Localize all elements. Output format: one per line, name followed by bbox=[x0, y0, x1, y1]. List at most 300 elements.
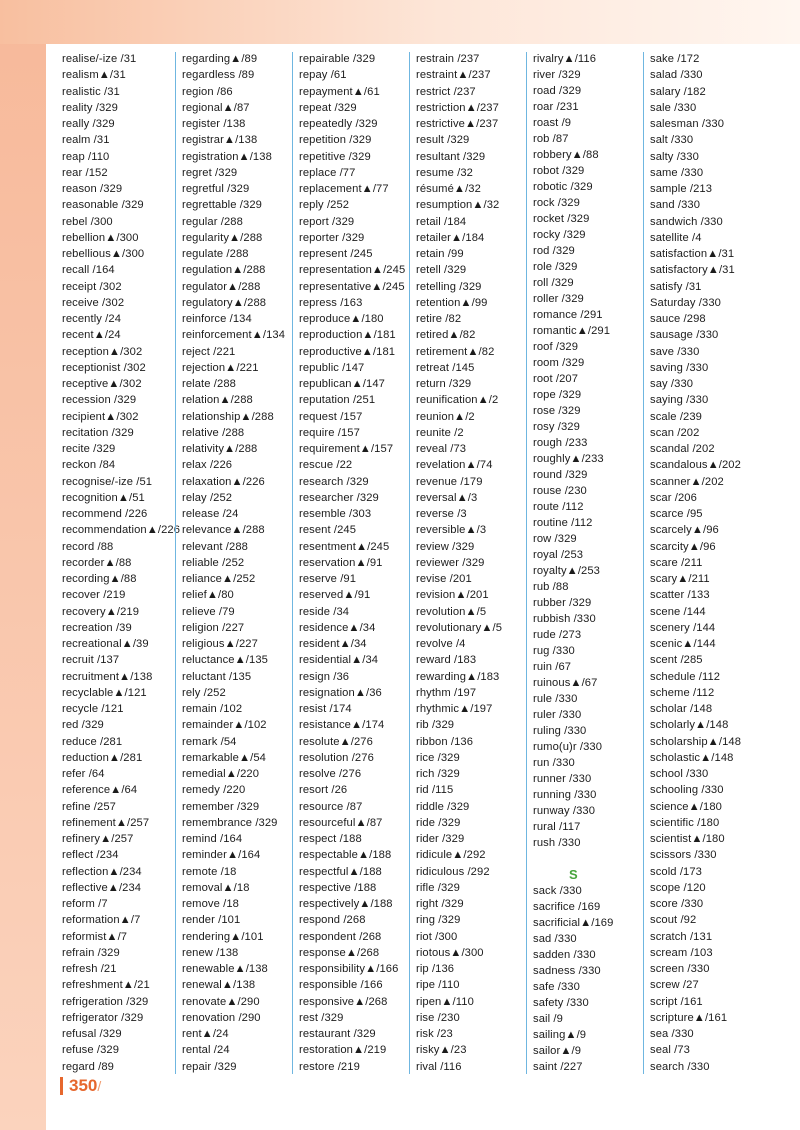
index-entry: riddle /329 bbox=[416, 800, 470, 813]
index-entry: require /157 bbox=[299, 426, 360, 439]
index-entry: revolution▲/5 bbox=[416, 605, 487, 618]
index-entry: resolute▲/276 bbox=[299, 735, 373, 748]
index-entry: rebellious▲/300 bbox=[62, 248, 145, 260]
index-entry: ripe /110 bbox=[416, 979, 460, 992]
index-entry: reflective▲/234 bbox=[62, 881, 142, 894]
index-entry: rendering▲/101 bbox=[182, 930, 264, 943]
index-entry: screen /330 bbox=[650, 963, 710, 975]
index-entry: sake /172 bbox=[650, 53, 700, 65]
index-entry: ring /329 bbox=[416, 914, 461, 927]
index-entry: recall /164 bbox=[62, 264, 115, 277]
index-entry: sandwich /330 bbox=[650, 215, 723, 228]
index-entry: reminder▲/164 bbox=[182, 849, 261, 862]
index-entry: restriction▲/237 bbox=[416, 101, 499, 114]
index-entry: representation▲/245 bbox=[299, 264, 406, 277]
index-entry: script /161 bbox=[650, 995, 703, 1008]
index-entry: refrain /329 bbox=[62, 946, 120, 959]
index-entry: scholarship▲/148 bbox=[650, 735, 742, 748]
index-entry: routine /112 bbox=[533, 517, 593, 529]
index-entry: role /329 bbox=[533, 261, 578, 273]
index-entry: rebel /300 bbox=[62, 215, 113, 228]
index-column-2 bbox=[175, 52, 292, 1074]
index-entry: scandalous▲/202 bbox=[650, 459, 741, 472]
index-entry: robbery▲/88 bbox=[533, 149, 599, 161]
index-entry: repeat /329 bbox=[299, 101, 357, 114]
index-entry: sadness /330 bbox=[533, 965, 601, 977]
index-entry: refrigeration /329 bbox=[62, 995, 149, 1008]
index-entry: scent /285 bbox=[650, 654, 703, 667]
index-entry: retire /82 bbox=[416, 313, 462, 325]
index-entry: scatter /133 bbox=[650, 589, 710, 602]
index-entry: reception▲/302 bbox=[62, 345, 143, 358]
section-spacer bbox=[527, 852, 643, 866]
index-entry: ripen▲/110 bbox=[416, 995, 474, 1008]
index-entry: residential▲/34 bbox=[299, 654, 379, 667]
index-entry: remarkable▲/54 bbox=[182, 751, 266, 764]
index-entry: roof /329 bbox=[533, 341, 579, 353]
index-entry: rich /329 bbox=[416, 768, 460, 780]
index-entry: resourceful▲/87 bbox=[299, 816, 383, 829]
index-entry: reason /329 bbox=[62, 183, 123, 195]
index-entry: remembrance /329 bbox=[182, 816, 278, 829]
index-entry: red /329 bbox=[62, 719, 104, 732]
index-entry: riotous▲/300 bbox=[416, 946, 484, 959]
index-entry: requirement▲/157 bbox=[299, 443, 394, 455]
index-entry: retailer▲/184 bbox=[416, 231, 485, 244]
index-entry: reckon /84 bbox=[62, 459, 116, 472]
index-entry: search /330 bbox=[650, 1060, 710, 1073]
index-entry: reinforce /134 bbox=[182, 313, 252, 325]
index-entry: responsive▲/268 bbox=[299, 995, 388, 1008]
index-entry: register /138 bbox=[182, 118, 246, 130]
index-entry: resentment▲/245 bbox=[299, 540, 390, 553]
index-entry: renovation /290 bbox=[182, 1011, 261, 1024]
index-entry: regrettable /329 bbox=[182, 199, 262, 212]
index-entry: recipient▲/302 bbox=[62, 410, 139, 423]
index-entry: reduction▲/281 bbox=[62, 751, 143, 764]
index-entry: regard /89 bbox=[62, 1060, 114, 1073]
index-entry: resign /36 bbox=[299, 670, 350, 683]
index-entry: refinery▲/257 bbox=[62, 833, 134, 845]
index-entry: restraint▲/237 bbox=[416, 69, 491, 82]
index-entry: sailor▲/9 bbox=[533, 1045, 582, 1057]
index-entry: revolutionary▲/5 bbox=[416, 621, 503, 634]
index-entry: remember /329 bbox=[182, 800, 260, 813]
index-entry: scarcity▲/96 bbox=[650, 540, 716, 553]
index-entry: render /101 bbox=[182, 914, 241, 927]
index-entry: renewal▲/138 bbox=[182, 979, 256, 992]
index-entry: roller /329 bbox=[533, 293, 584, 305]
index-entry: represent /245 bbox=[299, 248, 373, 260]
index-entry: refuse /329 bbox=[62, 1044, 120, 1057]
index-entry: risky▲/23 bbox=[416, 1044, 467, 1057]
index-entry: resolve /276 bbox=[299, 768, 362, 780]
index-entry: reunification▲/2 bbox=[416, 394, 499, 407]
index-entry: scholarly▲/148 bbox=[650, 719, 729, 732]
index-entry: repay /61 bbox=[299, 69, 347, 82]
index-entry: scout /92 bbox=[650, 914, 697, 927]
index-entry: riot /300 bbox=[416, 930, 458, 943]
index-entry: royalty▲/253 bbox=[533, 565, 600, 577]
index-entry: report /329 bbox=[299, 215, 355, 228]
index-entry: route /112 bbox=[533, 501, 584, 513]
index-entry: recovery▲/219 bbox=[62, 605, 140, 618]
index-entry: scholastic▲/148 bbox=[650, 751, 734, 764]
index-entry: remove /18 bbox=[182, 898, 239, 910]
index-entry: receptionist /302 bbox=[62, 361, 146, 374]
index-entry: refinement▲/257 bbox=[62, 816, 150, 829]
index-entry: remedy /220 bbox=[182, 784, 246, 797]
index-entry: regret /329 bbox=[182, 166, 238, 179]
index-entry: rob /87 bbox=[533, 133, 569, 145]
index-entry: reform /7 bbox=[62, 898, 108, 910]
index-entry: rider /329 bbox=[416, 833, 465, 845]
index-entry: reversible▲/3 bbox=[416, 524, 487, 537]
index-entry: replace /77 bbox=[299, 166, 356, 179]
index-entry: recruitment▲/138 bbox=[62, 670, 153, 683]
index-entry: relationship▲/288 bbox=[182, 410, 274, 423]
index-entry: scare /211 bbox=[650, 556, 703, 569]
index-entry: recite /329 bbox=[62, 443, 116, 455]
index-entry: resignation▲/36 bbox=[299, 686, 382, 699]
index-entry: rib /329 bbox=[416, 719, 455, 732]
index-entry: restore /219 bbox=[299, 1060, 360, 1073]
index-entry: reality /329 bbox=[62, 101, 118, 114]
index-entry: registration▲/138 bbox=[182, 150, 272, 163]
index-entry: resident▲/34 bbox=[299, 638, 367, 650]
index-entry: resistance▲/174 bbox=[299, 719, 385, 732]
index-entry: reflect /234 bbox=[62, 849, 119, 862]
index-entry: resist /174 bbox=[299, 703, 352, 715]
index-entry: refusal /329 bbox=[62, 1028, 122, 1040]
index-entry: repetition /329 bbox=[299, 134, 372, 147]
index-entry: resumption▲/32 bbox=[416, 199, 500, 212]
index-entry: receive /302 bbox=[62, 296, 125, 309]
index-entry: regional▲/87 bbox=[182, 101, 250, 114]
index-entry: regretful /329 bbox=[182, 183, 250, 195]
index-entry: refer /64 bbox=[62, 768, 105, 780]
index-entry: refrigerator /329 bbox=[62, 1011, 144, 1024]
index-entry: reflection▲/234 bbox=[62, 865, 142, 878]
index-entry: rewarding▲/183 bbox=[416, 670, 500, 683]
index-entry: recently /24 bbox=[62, 313, 122, 325]
index-entry: regulation▲/288 bbox=[182, 264, 266, 277]
index-entry: reverse /3 bbox=[416, 508, 467, 520]
index-entry: salty /330 bbox=[650, 150, 699, 163]
index-entry: result /329 bbox=[416, 134, 470, 147]
index-entry: respondent /268 bbox=[299, 930, 382, 943]
index-entry: reproductive▲/181 bbox=[299, 345, 396, 358]
index-entry: recording▲/88 bbox=[62, 573, 137, 585]
index-entry: relative /288 bbox=[182, 426, 245, 439]
index-entry: sea /330 bbox=[650, 1028, 694, 1040]
index-entry: rouse /230 bbox=[533, 485, 587, 497]
index-entry: ridiculous /292 bbox=[416, 865, 490, 878]
index-entry: rule /330 bbox=[533, 693, 578, 705]
index-entry: salesman /330 bbox=[650, 118, 725, 130]
index-entry: rescue /22 bbox=[299, 459, 353, 472]
index-entry: satisfactory▲/31 bbox=[650, 264, 735, 277]
index-entry: scandal /202 bbox=[650, 443, 715, 455]
index-entry: restrictive▲/237 bbox=[416, 118, 499, 130]
index-entry: roughly▲/233 bbox=[533, 453, 604, 465]
page-number-value: 350 bbox=[69, 1076, 98, 1095]
index-entry: scream /103 bbox=[650, 946, 713, 959]
index-entry: rude /273 bbox=[533, 629, 582, 641]
index-entry: recorder▲/88 bbox=[62, 556, 132, 569]
index-entry: retention▲/99 bbox=[416, 296, 488, 309]
index-entry: resemble /303 bbox=[299, 508, 372, 520]
section-letter: S bbox=[569, 867, 578, 882]
index-entry: revelation▲/74 bbox=[416, 459, 493, 472]
index-entry: scale /239 bbox=[650, 410, 702, 423]
index-entry: remain /102 bbox=[182, 703, 243, 715]
index-entry: rest /329 bbox=[299, 1011, 344, 1024]
index-entry: say /330 bbox=[650, 378, 694, 390]
index-entry: refresh /21 bbox=[62, 963, 117, 975]
index-entry: really /329 bbox=[62, 118, 115, 130]
index-entry: résumé▲/32 bbox=[416, 183, 481, 195]
index-entry: realise/-ize /31 bbox=[62, 53, 137, 65]
index-entry: ruin /67 bbox=[533, 661, 572, 673]
index-entry: rhythm /197 bbox=[416, 686, 477, 699]
index-entry: sadden /330 bbox=[533, 949, 596, 961]
index-entry: scan /202 bbox=[650, 426, 700, 439]
index-entry: reluctance▲/135 bbox=[182, 654, 268, 667]
index-entry: saint /227 bbox=[533, 1061, 583, 1073]
index-entry: Saturday /330 bbox=[650, 296, 721, 309]
index-entry: satellite /4 bbox=[650, 231, 702, 244]
index-entry: repetitive /329 bbox=[299, 150, 371, 163]
index-entry: relativity▲/288 bbox=[182, 443, 258, 455]
index-entry: realism▲/31 bbox=[62, 69, 126, 82]
index-entry: rush /330 bbox=[533, 837, 581, 849]
index-entry: scarcely▲/96 bbox=[650, 524, 719, 537]
index-entry: right /329 bbox=[416, 898, 464, 910]
index-entry: resume /32 bbox=[416, 166, 473, 179]
index-entry: runner /330 bbox=[533, 773, 592, 785]
index-entry: schooling /330 bbox=[650, 784, 724, 797]
index-entry: resort /26 bbox=[299, 784, 348, 797]
index-entry: seal /73 bbox=[650, 1044, 690, 1057]
index-entry: scarce /95 bbox=[650, 508, 703, 520]
index-entry: satisfaction▲/31 bbox=[650, 248, 735, 260]
index-entry: rod /329 bbox=[533, 245, 575, 257]
index-entry: representative▲/245 bbox=[299, 280, 405, 293]
index-entry: recognition▲/51 bbox=[62, 491, 145, 504]
index-entry: respectable▲/188 bbox=[299, 849, 392, 862]
index-entry: remainder▲/102 bbox=[182, 719, 267, 732]
index-entry: repair /329 bbox=[182, 1060, 237, 1073]
index-entry: scientist▲/180 bbox=[650, 833, 725, 845]
index-entry: rocket /329 bbox=[533, 213, 590, 225]
index-entry: retreat /145 bbox=[416, 361, 475, 374]
index-entry: reputation /251 bbox=[299, 394, 376, 407]
index-entry: rural /117 bbox=[533, 821, 581, 833]
index-entry: rejection▲/221 bbox=[182, 361, 259, 374]
index-entry: rid /115 bbox=[416, 784, 454, 797]
index-entry: relay /252 bbox=[182, 491, 233, 504]
index-entry: screw /27 bbox=[650, 979, 699, 992]
index-entry: restoration▲/219 bbox=[299, 1044, 387, 1057]
index-entry: reward /183 bbox=[416, 654, 477, 667]
index-entry: sauce /298 bbox=[650, 313, 706, 325]
index-entry: reformation▲/7 bbox=[62, 914, 141, 927]
index-entry: recommend /226 bbox=[62, 508, 148, 520]
index-entry: romantic▲/291 bbox=[533, 325, 611, 337]
index-entry: repress /163 bbox=[299, 296, 363, 309]
index-entry: rope /329 bbox=[533, 389, 582, 401]
index-entry: recent▲/24 bbox=[62, 329, 121, 342]
index-entry: responsible /166 bbox=[299, 979, 383, 992]
index-entry: realm /31 bbox=[62, 134, 110, 147]
index-entry: recognise/-ize /51 bbox=[62, 475, 153, 488]
index-entry: sailing▲/9 bbox=[533, 1029, 587, 1041]
index-entry: risk /23 bbox=[416, 1028, 453, 1040]
index-entry: reporter /329 bbox=[299, 231, 365, 244]
index-entry: recover /219 bbox=[62, 589, 126, 602]
index-entry: satisfy /31 bbox=[650, 280, 702, 293]
index-entry: registrar▲/138 bbox=[182, 134, 258, 147]
index-entry: relaxation▲/226 bbox=[182, 475, 265, 488]
index-entry: reject /221 bbox=[182, 345, 236, 358]
index-entry: respect /188 bbox=[299, 833, 362, 845]
index-entry: regarding▲/89 bbox=[182, 53, 258, 65]
index-entry: retail /184 bbox=[416, 215, 467, 228]
index-entry: rental /24 bbox=[182, 1044, 230, 1057]
index-entry: remedial▲/220 bbox=[182, 768, 260, 780]
index-entry: researcher /329 bbox=[299, 491, 379, 504]
index-entry: scenic▲/144 bbox=[650, 638, 716, 650]
index-entry: responsibility▲/166 bbox=[299, 963, 399, 975]
index-entry: residence▲/34 bbox=[299, 621, 376, 634]
index-entry: revenue /179 bbox=[416, 475, 483, 488]
index-entry: resolution /276 bbox=[299, 751, 374, 764]
index-entry: rely /252 bbox=[182, 686, 226, 699]
index-entry: rub /88 bbox=[533, 581, 569, 593]
index-entry: reproduction▲/181 bbox=[299, 329, 396, 342]
index-entry: reunite /2 bbox=[416, 426, 464, 439]
index-entry: retell /329 bbox=[416, 264, 467, 277]
index-entry: robotic /329 bbox=[533, 181, 593, 193]
index-entry: research /329 bbox=[299, 475, 369, 488]
index-entry: scholar /148 bbox=[650, 703, 713, 715]
index-entry: recession /329 bbox=[62, 394, 137, 407]
index-entry: scissors /330 bbox=[650, 849, 717, 862]
index-entry: renew /138 bbox=[182, 946, 239, 959]
index-entry: restrain /237 bbox=[416, 53, 480, 65]
index-entry: reasonable /329 bbox=[62, 199, 144, 212]
index-entry: recitation /329 bbox=[62, 426, 134, 439]
index-entry: rivalry▲/116 bbox=[533, 53, 597, 65]
index-entry: scripture▲/161 bbox=[650, 1011, 728, 1024]
index-entry: romance /291 bbox=[533, 309, 603, 321]
index-entry: reference▲/64 bbox=[62, 784, 138, 797]
index-entry: roast /9 bbox=[533, 117, 572, 129]
index-entry: rumo(u)r /330 bbox=[533, 741, 603, 753]
index-entry: remote /18 bbox=[182, 865, 237, 878]
index-entry: saying /330 bbox=[650, 394, 709, 407]
index-entry: ribbon /136 bbox=[416, 735, 474, 748]
index-entry: sail /9 bbox=[533, 1013, 563, 1025]
index-entry: ride /329 bbox=[416, 816, 461, 829]
index-entry: return /329 bbox=[416, 378, 472, 390]
index-entry: resource /87 bbox=[299, 800, 363, 813]
index-entry: safety /330 bbox=[533, 997, 589, 1009]
index-entry: road /329 bbox=[533, 85, 582, 97]
index-entry: recyclable▲/121 bbox=[62, 686, 147, 699]
page-number bbox=[60, 1077, 101, 1095]
index-entry: rice /329 bbox=[416, 751, 460, 764]
index-entry: school /330 bbox=[650, 768, 709, 780]
index-entry: ruler /330 bbox=[533, 709, 582, 721]
index-column-1 bbox=[57, 52, 181, 1074]
index-entry: robot /329 bbox=[533, 165, 585, 177]
index-entry: rise /230 bbox=[416, 1011, 460, 1024]
index-entry: retirement▲/82 bbox=[416, 345, 495, 358]
index-entry: runway /330 bbox=[533, 805, 596, 817]
index-column-5 bbox=[526, 52, 643, 1074]
index-entry: ruinous▲/67 bbox=[533, 677, 598, 689]
index-entry: score /330 bbox=[650, 898, 704, 910]
index-entry: relief▲/80 bbox=[182, 589, 234, 602]
index-entry: relevance▲/288 bbox=[182, 524, 265, 537]
index-entry: salad /330 bbox=[650, 69, 703, 82]
index-entry: same /330 bbox=[650, 166, 704, 179]
index-entry: salt /330 bbox=[650, 134, 694, 147]
index-entry: republic /147 bbox=[299, 361, 365, 374]
index-entry: respective /188 bbox=[299, 881, 377, 894]
index-entry: review /329 bbox=[416, 540, 475, 553]
index-entry: retired▲/82 bbox=[416, 329, 476, 342]
index-entry: sand /330 bbox=[650, 199, 701, 212]
index-entry: respectively▲/188 bbox=[299, 898, 393, 910]
index-entry: receipt /302 bbox=[62, 280, 122, 293]
index-entry: run /330 bbox=[533, 757, 575, 769]
index-entry: reproduce▲/180 bbox=[299, 313, 384, 325]
index-entry: scratch /131 bbox=[650, 930, 713, 943]
index-column-4 bbox=[409, 52, 526, 1074]
index-entry: resultant /329 bbox=[416, 150, 486, 163]
index-entry: sad /330 bbox=[533, 933, 577, 945]
index-entry: reveal /73 bbox=[416, 443, 467, 455]
index-entry: renovate▲/290 bbox=[182, 995, 260, 1008]
index-entry: respond /268 bbox=[299, 914, 366, 927]
index-entry: roar /231 bbox=[533, 101, 579, 113]
index-entry: response▲/268 bbox=[299, 946, 380, 959]
index-entry: retelling /329 bbox=[416, 280, 482, 293]
index-entry: regulate /288 bbox=[182, 248, 249, 260]
index-entry: scold /173 bbox=[650, 865, 702, 878]
index-entry: room /329 bbox=[533, 357, 585, 369]
index-entry: reversal▲/3 bbox=[416, 491, 478, 504]
index-entry: recreational▲/39 bbox=[62, 638, 149, 650]
index-entry: reserve /91 bbox=[299, 573, 357, 585]
index-entry: river /329 bbox=[533, 69, 581, 81]
index-entry: reply /252 bbox=[299, 199, 350, 212]
index-entry: regulatory▲/288 bbox=[182, 296, 267, 309]
index-entry: rubber /329 bbox=[533, 597, 592, 609]
index-entry: scenery /144 bbox=[650, 621, 716, 634]
index-entry: rock /329 bbox=[533, 197, 580, 209]
index-entry: reap /110 bbox=[62, 150, 110, 163]
index-entry: rubbish /330 bbox=[533, 613, 596, 625]
index-entry: rosy /329 bbox=[533, 421, 580, 433]
index-entry: rough /233 bbox=[533, 437, 588, 449]
index-entry: scar /206 bbox=[650, 491, 697, 504]
index-entry: republican▲/147 bbox=[299, 378, 385, 390]
index-entry: repeatedly /329 bbox=[299, 118, 378, 130]
